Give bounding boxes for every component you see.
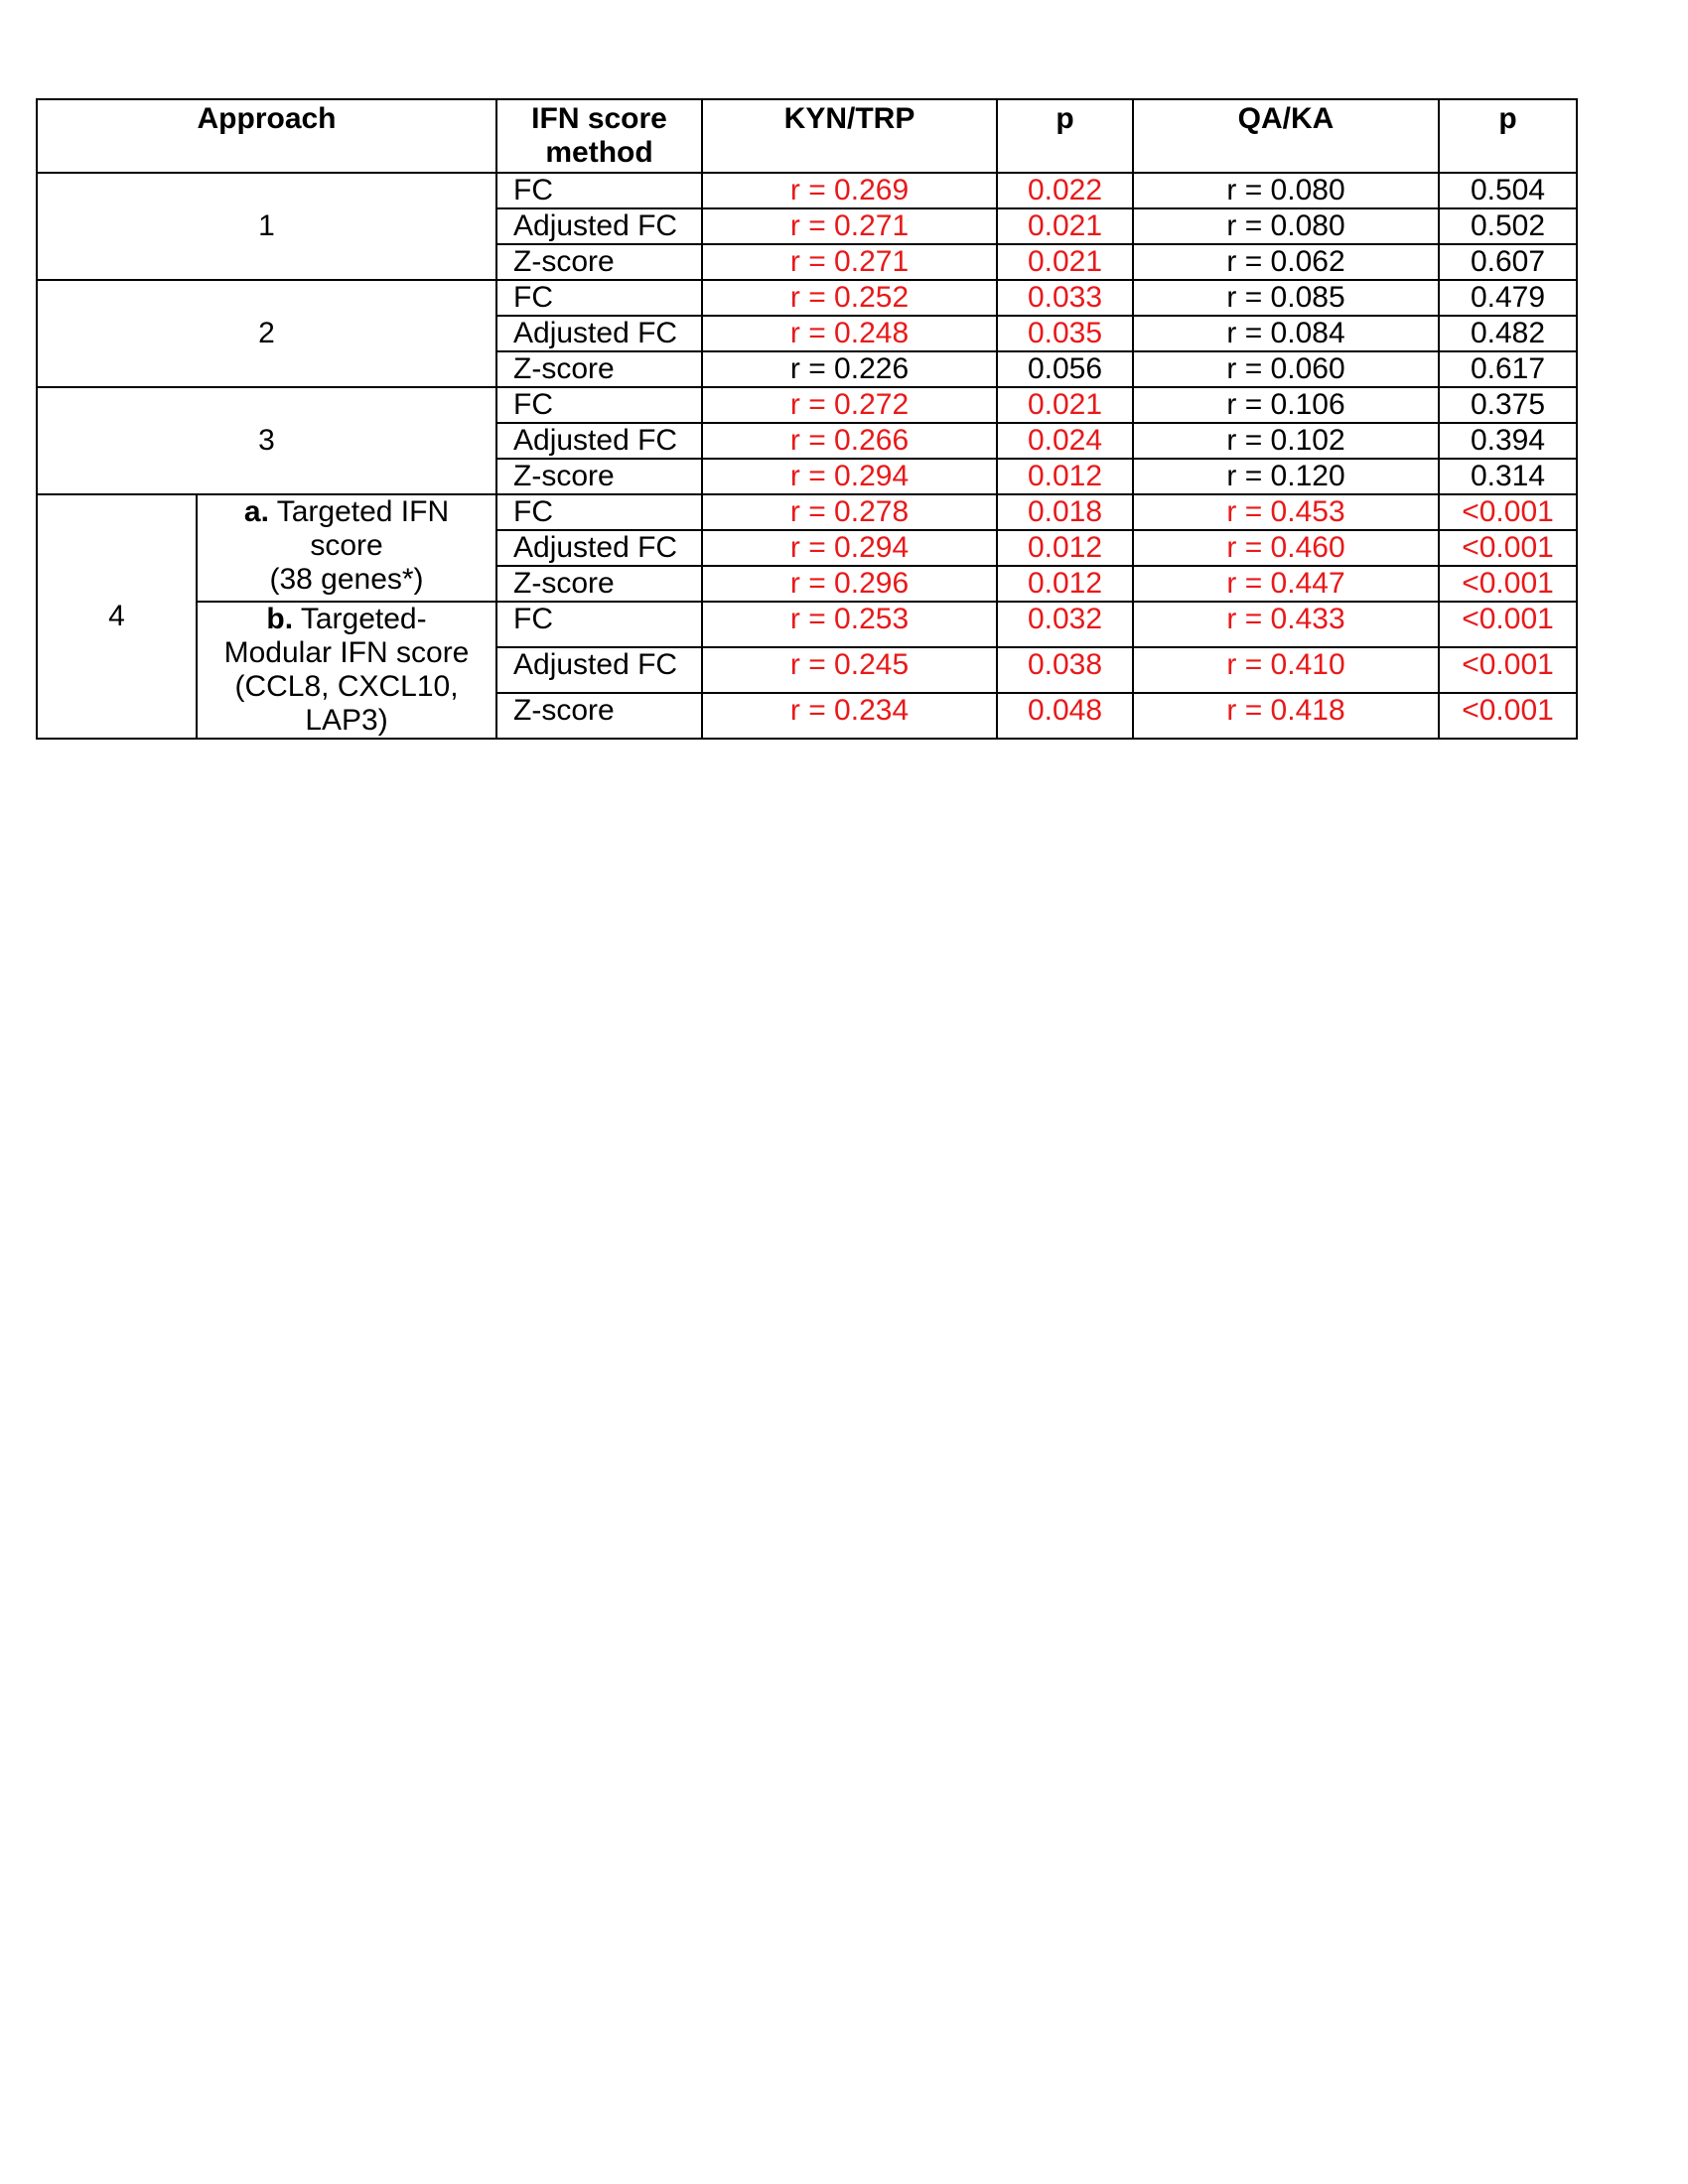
kyn-trp-p-value: 0.048 [997,693,1133,739]
kyn-trp-p-value: 0.012 [997,566,1133,602]
sub-a-label: a. [243,495,269,528]
qa-ka-p-value: <0.001 [1439,494,1577,530]
qa-ka-value: r = 0.447 [1133,566,1439,602]
table-row [37,387,1577,423]
kyn-trp-p-value: 0.021 [997,387,1133,423]
kyn-trp-p-value: 0.024 [997,423,1133,459]
kyn-trp-value: r = 0.269 [702,173,997,208]
table-row [37,280,1577,316]
qa-ka-p-value: 0.394 [1439,423,1577,459]
qa-ka-value: r = 0.102 [1133,423,1439,459]
method-cell: Adjusted FC [496,423,702,459]
kyn-trp-p-value: 0.056 [997,351,1133,387]
kyn-trp-p-value: 0.038 [997,647,1133,693]
kyn-trp-p-value: 0.021 [997,208,1133,244]
kyn-trp-value: r = 0.294 [702,530,997,566]
qa-ka-value: r = 0.062 [1133,244,1439,280]
table-row [37,173,1577,208]
approach-cell: 1 [37,173,496,280]
kyn-trp-value: r = 0.253 [702,602,997,647]
qa-ka-value: r = 0.085 [1133,280,1439,316]
table-body [37,173,1577,739]
header-kyn-trp: KYN/TRP [702,99,997,173]
qa-ka-value: r = 0.080 [1133,208,1439,244]
qa-ka-p-value: 0.482 [1439,316,1577,351]
method-cell: FC [496,387,702,423]
approach-cell: 2 [37,280,496,387]
qa-ka-value: r = 0.433 [1133,602,1439,647]
method-cell: Z-score [496,351,702,387]
sub-a-line1: Targeted IFN [268,495,450,528]
qa-ka-value: r = 0.453 [1133,494,1439,530]
qa-ka-value: r = 0.460 [1133,530,1439,566]
qa-ka-value: r = 0.084 [1133,316,1439,351]
qa-ka-value: r = 0.080 [1133,173,1439,208]
method-cell: FC [496,280,702,316]
approach-cell: 4 [37,494,197,739]
kyn-trp-value: r = 0.248 [702,316,997,351]
qa-ka-p-value: 0.504 [1439,173,1577,208]
kyn-trp-p-value: 0.022 [997,173,1133,208]
header-approach: Approach [37,99,496,173]
approach-cell: 3 [37,387,496,494]
method-cell: FC [496,602,702,647]
kyn-trp-value: r = 0.266 [702,423,997,459]
qa-ka-p-value: 0.607 [1439,244,1577,280]
method-cell: Z-score [496,693,702,739]
kyn-trp-p-value: 0.012 [997,530,1133,566]
table-row [37,602,1577,647]
kyn-trp-value: r = 0.294 [702,459,997,494]
kyn-trp-p-value: 0.021 [997,244,1133,280]
method-cell: Adjusted FC [496,316,702,351]
qa-ka-p-value: <0.001 [1439,566,1577,602]
qa-ka-p-value: <0.001 [1439,647,1577,693]
sub-a-line2: score [310,529,383,562]
kyn-trp-p-value: 0.033 [997,280,1133,316]
kyn-trp-value: r = 0.278 [702,494,997,530]
kyn-trp-value: r = 0.245 [702,647,997,693]
header-ifn-method [496,99,702,173]
results-table [36,98,1578,740]
sub-approach-a [197,494,496,602]
kyn-trp-p-value: 0.018 [997,494,1133,530]
kyn-trp-value: r = 0.296 [702,566,997,602]
sub-approach-b [197,602,496,739]
qa-ka-p-value: 0.479 [1439,280,1577,316]
qa-ka-value: r = 0.418 [1133,693,1439,739]
sub-b-label: b. [266,603,294,635]
qa-ka-p-value: <0.001 [1439,530,1577,566]
qa-ka-value: r = 0.410 [1133,647,1439,693]
method-cell: Adjusted FC [496,208,702,244]
qa-ka-p-value: 0.314 [1439,459,1577,494]
sub-b-line1: Targeted- [293,603,427,635]
kyn-trp-value: r = 0.271 [702,244,997,280]
kyn-trp-p-value: 0.012 [997,459,1133,494]
method-cell: FC [496,173,702,208]
header-p-kyn: p [997,99,1133,173]
header-method-line2: method [545,136,653,169]
sub-a-line3: (38 genes*) [269,563,424,596]
header-qa-ka: QA/KA [1133,99,1439,173]
sub-b-line2: Modular IFN score [223,636,470,669]
kyn-trp-value: r = 0.271 [702,208,997,244]
qa-ka-value: r = 0.120 [1133,459,1439,494]
qa-ka-p-value: <0.001 [1439,693,1577,739]
kyn-trp-value: r = 0.252 [702,280,997,316]
qa-ka-p-value: 0.502 [1439,208,1577,244]
method-cell: Z-score [496,459,702,494]
qa-ka-value: r = 0.106 [1133,387,1439,423]
sub-b-line3: (CCL8, CXCL10, [234,670,459,703]
table-row [37,494,1577,530]
qa-ka-p-value: <0.001 [1439,602,1577,647]
method-cell: Z-score [496,566,702,602]
kyn-trp-value: r = 0.272 [702,387,997,423]
header-p-qa: p [1439,99,1577,173]
kyn-trp-value: r = 0.234 [702,693,997,739]
qa-ka-value: r = 0.060 [1133,351,1439,387]
sub-b-line4: LAP3) [305,704,388,737]
method-cell: Adjusted FC [496,530,702,566]
method-cell: Z-score [496,244,702,280]
qa-ka-p-value: 0.375 [1439,387,1577,423]
method-cell: FC [496,494,702,530]
qa-ka-p-value: 0.617 [1439,351,1577,387]
kyn-trp-p-value: 0.035 [997,316,1133,351]
header-method-line1: IFN score [531,102,667,135]
method-cell: Adjusted FC [496,647,702,693]
kyn-trp-p-value: 0.032 [997,602,1133,647]
kyn-trp-value: r = 0.226 [702,351,997,387]
header-row [37,99,1577,173]
